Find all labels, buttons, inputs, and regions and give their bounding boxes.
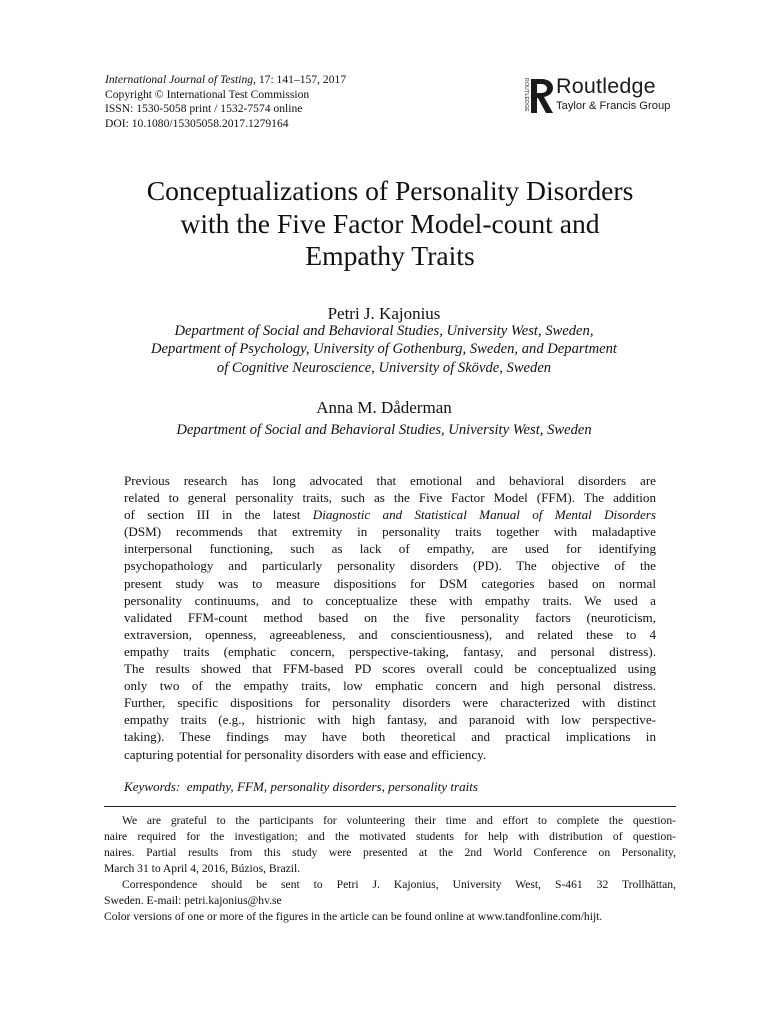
publisher-brand: Routledge: [556, 74, 656, 98]
abstract-text: of section III in the latest: [124, 507, 313, 523]
abstract-line: The results showed that FFM-based PD scores overall could be conceptualized using: [124, 661, 656, 677]
footnote-line: naires. Partial results from this study were presented at the 2nd World Conference on Personality,: [104, 846, 676, 859]
footnote-line: naire required for the investigation; and the motivated students for help with distribution of question-: [104, 830, 676, 843]
abstract-line: personality continuums, and to conceptualize these with empathy traits. We used a: [124, 592, 656, 608]
abstract-line: psychopathology and particularly personality disorders (PD). The objective of the: [124, 558, 656, 574]
author-affiliation: [84, 421, 684, 439]
affiliation-line: Department of Social and Behavioral Studies, University West, Sweden: [176, 422, 592, 438]
affiliation-line: of Cognitive Neuroscience, University of Skövde, Sweden: [216, 359, 552, 376]
abstract-line: Further, specific dispositions for personality disorders were characterized with distinct: [124, 695, 656, 711]
affiliation-line: Department of Social and Behavioral Studies, University West, Sweden,: [174, 323, 594, 339]
abstract-line: validated FFM-count method based on the five personality factors (neuroticism,: [124, 609, 656, 625]
title-line: with the Five Factor Model-count and: [180, 207, 600, 239]
abstract: [124, 472, 656, 763]
author-affiliation: [84, 322, 684, 377]
footnote-line: Correspondence should be sent to Petri J. Kajonius, University West, S-461 32 Trollhättan,: [122, 878, 676, 891]
abstract-line: Previous research has long advocated that emotional and behavioral disorders are: [124, 473, 656, 488]
publisher-group: Taylor & Francis Group: [556, 100, 671, 112]
abstract-line: taking). These findings may have both theoretical and practical implications in: [124, 729, 656, 745]
footnote-line: Color versions of one or more of the figures in the article can be found online at www.tandfonline.com/hijt.: [104, 910, 603, 923]
footnote-line: March 31 to April 4, 2016, Búzios, Brazil.: [104, 862, 301, 875]
footnote: [104, 813, 676, 925]
title-line: Empathy Traits: [305, 240, 475, 271]
dsm-title: Diagnostic and Statistical Manual of Mental Disorders: [312, 507, 656, 523]
journal-copyright: Copyright © International Test Commission: [105, 87, 310, 101]
abstract-line: only two of the empathy traits, low emphatic concern and high personal distress.: [124, 678, 656, 694]
affiliation-line: Department of Psychology, University of Gothenburg, Sweden, and Department: [151, 341, 617, 358]
author-name: Anna M. Dåderman: [316, 398, 452, 417]
journal-header: [105, 73, 435, 131]
publisher-vertical-text: ROUTLEDGE: [523, 78, 529, 112]
journal-citation: [105, 73, 435, 88]
footnote-divider: [104, 806, 676, 807]
abstract-line: (DSM) recommends that extremity in personality traits together with maladaptive: [124, 524, 656, 540]
abstract-line: empathy traits (e.g., histrionic with high fantasy, and paranoid with low perspective-: [124, 712, 656, 728]
author-name: Petri J. Kajonius: [327, 304, 441, 323]
abstract-line: present study was to measure dispositions for DSM categories based on normal: [124, 575, 656, 591]
abstract-line: related to general personality traits, such as the Five Factor Model (FFM). The addition: [124, 490, 656, 506]
abstract-line: extraversion, openness, agreeableness, and conscientiousness), and related these to 4: [124, 626, 656, 642]
footnote-line: Sweden. E-mail: petri.kajonius@hv.se: [104, 894, 282, 907]
abstract-line: capturing potential for personality disorders with ease and efficiency.: [124, 746, 487, 762]
routledge-r-logo-icon: [529, 77, 555, 115]
publisher-logo: [512, 74, 687, 118]
abstract-line: interpersonal functioning, such as lack of empathy, are used for identifying: [124, 541, 656, 557]
footnote-line: We are grateful to the participants for volunteering their time and effort to complete the question-: [122, 814, 676, 827]
abstract-line: empathy traits (emphatic concern, perspective-taking, fantasy, and personal distress).: [124, 643, 656, 659]
abstract-line: [124, 506, 656, 523]
keywords: Keywords: empathy, FFM, personality disorders, personality traits: [124, 779, 478, 794]
title-line: Conceptualizations of Personality Disorders: [146, 175, 634, 206]
journal-issn: ISSN: 1530-5058 print / 1532-7574 online: [105, 102, 303, 116]
journal-name: International Journal of Testing: [105, 73, 254, 86]
journal-volume-pages: , 17: 141–157, 2017: [253, 73, 347, 86]
journal-doi: DOI: 10.1080/15305058.2017.1279164: [105, 116, 289, 130]
article-title: [100, 175, 680, 273]
